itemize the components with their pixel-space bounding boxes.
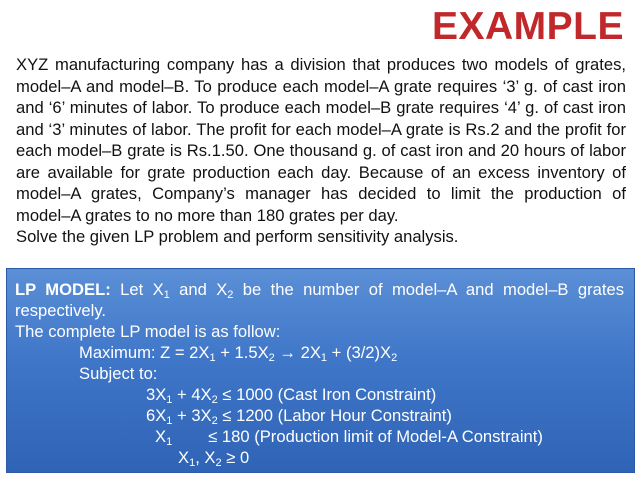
labor-hour-constraint	[15, 405, 624, 426]
subscript: 1	[209, 352, 216, 364]
complete-model-line: The complete LP model is as follow:	[15, 322, 281, 341]
subscript: 1	[320, 352, 328, 364]
term: ≤ 1200 (Labor Hour Constraint)	[217, 406, 452, 425]
problem-paragraph: XYZ manufacturing company has a division that produces two models of grates, model–A and model–B. To produce each model–A grate requires ‘3’ g. of cast iron and ‘6’ minutes of labor. To produce each model–B grate requires ‘4’ g. of cast iron and ‘3’ minutes of labor. The profit for each model–A grate is Rs.2 and the profit for each model–B grate is Rs.1.50. One thousand g. of cast iron and 20 hours of labor are available for grate production each day. Because of an excess inventory of model–A grates, Company’s manager has decided to limit the production of model–A grates to no more than 180 grates per day.	[16, 55, 626, 225]
problem-statement	[16, 54, 626, 248]
subject-to-label: Subject to:	[79, 364, 158, 383]
term: + 4X	[172, 385, 212, 404]
term: → 2X	[274, 343, 321, 362]
objective-function	[15, 342, 624, 363]
cast-iron-constraint	[15, 384, 624, 405]
term: 6X	[146, 406, 167, 425]
term: X	[178, 448, 190, 467]
term: Maximum: Z = 2X	[79, 343, 210, 362]
subscript: 2	[211, 415, 218, 427]
non-negativity-constraint	[15, 447, 624, 468]
lp-intro-text: be the number of model–A and model–B grates respectively.	[15, 280, 624, 320]
term: + 3X	[172, 406, 212, 425]
subscript: 2	[391, 352, 398, 364]
subscript: 2	[268, 352, 275, 364]
slide-title: EXAMPLE	[431, 5, 624, 48]
term: + 1.5X	[215, 343, 269, 362]
lp-heading: LP MODEL:	[15, 280, 111, 299]
subscript: 2	[215, 457, 222, 469]
subscript: 1	[163, 289, 170, 301]
problem-instruction: Solve the given LP problem and perform sensitivity analysis.	[16, 227, 459, 246]
term: ≤ 180 (Production limit of Model-A Constraint)	[208, 427, 543, 446]
subscript: 1	[166, 436, 173, 448]
term: 3X	[146, 385, 167, 404]
subscript: 1	[189, 457, 196, 469]
term: X	[155, 427, 167, 446]
lp-model-box	[6, 268, 635, 473]
subscript: 1	[166, 415, 173, 427]
term: ≤ 1000 (Cast Iron Constraint)	[217, 385, 437, 404]
subscript: 2	[211, 394, 218, 406]
lp-intro	[15, 279, 624, 321]
subscript: 2	[227, 289, 234, 301]
term: + (3/2)X	[327, 343, 392, 362]
term: ≥ 0	[221, 448, 250, 467]
lp-intro-text: Let X	[110, 280, 164, 299]
lp-intro-text: and X	[169, 280, 228, 299]
subscript: 1	[166, 394, 173, 406]
term: , X	[195, 448, 216, 467]
production-limit-constraint	[15, 426, 624, 447]
